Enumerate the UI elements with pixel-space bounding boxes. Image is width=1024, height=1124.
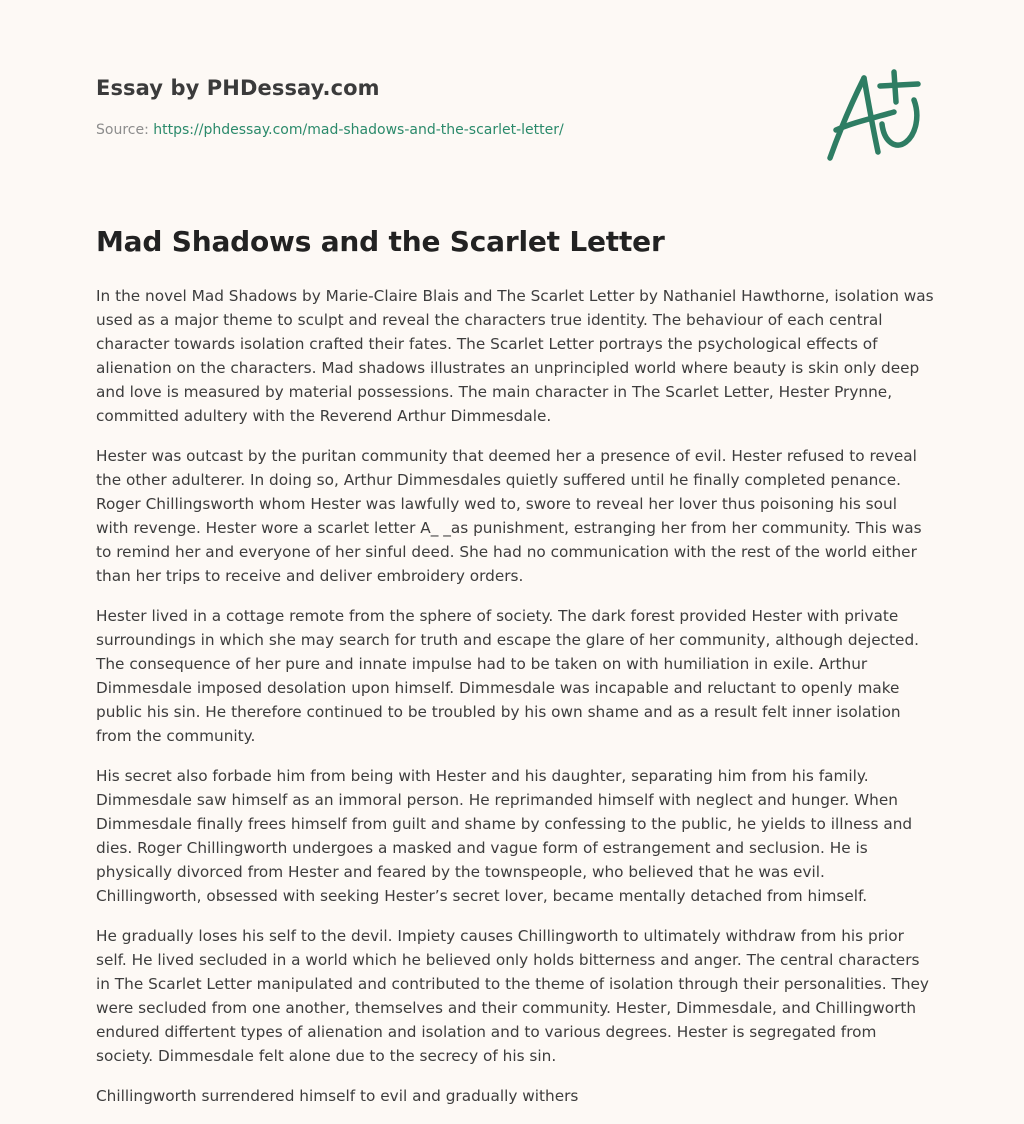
essay-paragraph: Hester lived in a cottage remote from the sphere of society. The dark forest provided Hester with private surroundings in which she may search for truth and escape the glare of her community, although dejected. The consequence of her pure and innate impulse had to be taken on with humiliation in exile. Arthur Dimmesdale imposed desolation upon himself. Dimmesdale was incapable and reluctant to openly make public his sin. He therefore continued to be troubled by his own shame and as a result felt inner isolation from the community. <box>96 607 920 745</box>
essay-paragraph: In the novel Mad Shadows by Marie-Claire Blais and The Scarlet Letter by Nathaniel Hawthorne, isolation was used as a major theme to sculpt and reveal the characters true identity. The behaviour of each central character towards isolation crafted their fates. The Scarlet Letter portrays the psychological effects of alienation on the characters. Mad shadows illustrates an unprincipled world where beauty is skin only deep and love is measured by material possessions. The main character in The Scarlet Letter, Hester Prynne, committed adultery with the Reverend Arthur Dimmesdale. <box>96 287 934 425</box>
essay-title: Mad Shadows and the Scarlet Letter <box>96 225 665 258</box>
page-header <box>96 76 696 138</box>
essay-paragraph: Hester was outcast by the puritan community that deemed her a presence of evil. Hester refused to reveal the other adulterer. In doing so, Arthur Dimmesdales quietly suffered until he finally completed penance. Roger Chillingsworth whom Hester was lawfully wed to, swore to reveal her lover thus poisoning his soul with revenge. Hester wore a scarlet letter A_ _as punishment, estranging her from her community. This was to remind her and everyone of her sinful deed. She had no communication with the rest of the world either than her trips to receive and deliver embroidery orders. <box>96 447 922 585</box>
source-link[interactable]: https://phdessay.com/mad-shadows-and-the-scarlet-letter/ <box>153 122 564 138</box>
source-line <box>96 122 696 138</box>
essay-body <box>96 284 934 1124</box>
essay-paragraph: His secret also forbade him from being with Hester and his daughter, separating him from his family. Dimmesdale saw himself as an immoral person. He reprimanded himself with neglect and hunger. When Dimmesdale finally frees himself from guilt and shame by confessing to the public, he yields to illness and dies. Roger Chillingworth undergoes a masked and vague form of estrangement and seclusion. He is physically divorced from Hester and feared by the townspeople, who believed that he was evil. Chillingworth, obsessed with seeking Hester’s secret lover, became mentally detached from himself. <box>96 767 913 905</box>
source-label: Source: <box>96 122 149 138</box>
a-plus-logo-icon <box>822 66 932 166</box>
brand-name: Essay by PHDessay.com <box>96 76 380 100</box>
essay-paragraph: He gradually loses his self to the devil. Impiety causes Chillingworth to ultimately withdraw from his prior self. He lived secluded in a world which he believed only holds bitterness and anger. The central characters in The Scarlet Letter manipulated and contributed to the theme of isolation through their personalities. They were secluded from one another, themselves and their community. Hester, Dimmesdale, and Chillingworth endured differtent types of alienation and isolation and to various degrees. Hester is segregated from society. Dimmesdale felt alone due to the secrecy of his sin. <box>96 927 929 1065</box>
essay-paragraph: Chillingworth surrendered himself to evil and gradually withers <box>96 1087 579 1105</box>
